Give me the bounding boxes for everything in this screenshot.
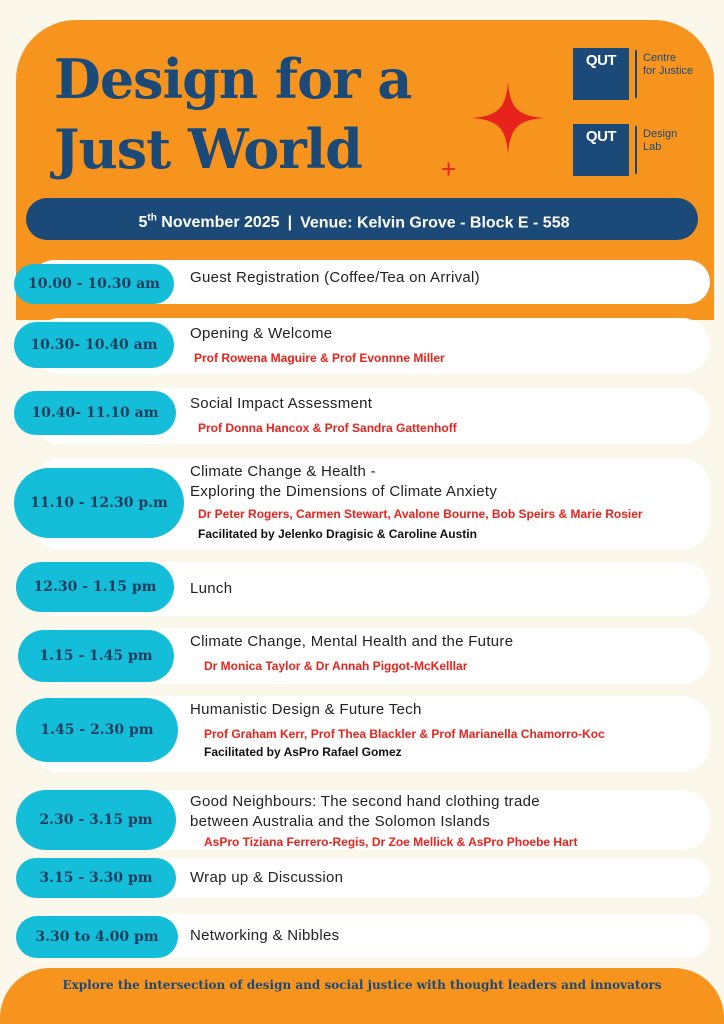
time-pill: 10.30- 10.40 am bbox=[14, 322, 174, 368]
session-content bbox=[190, 632, 702, 684]
logo-text bbox=[643, 52, 713, 78]
session-title: Wrap up & Discussion bbox=[190, 869, 344, 886]
logo-text-line1: Design bbox=[643, 128, 678, 140]
session-speakers: Prof Donna Hancox & Prof Sandra Gattenhoff bbox=[198, 421, 457, 435]
time-pill: 12.30 - 1.15 pm bbox=[16, 562, 174, 612]
sparkle-icon bbox=[472, 82, 544, 154]
qut-design-lab-logo bbox=[573, 124, 713, 176]
session-content bbox=[190, 462, 702, 550]
session-content bbox=[190, 579, 702, 616]
qut-logo-mark: QUT bbox=[573, 48, 629, 100]
plus-icon: + bbox=[441, 154, 457, 184]
event-venue: Venue: Kelvin Grove - Block E - 558 bbox=[300, 214, 570, 232]
event-title-line1: Design for a bbox=[54, 47, 412, 111]
footer-banner bbox=[0, 968, 724, 1024]
date-venue-bar bbox=[26, 198, 698, 240]
session-content bbox=[190, 868, 702, 898]
date-suffix: th bbox=[147, 213, 157, 224]
time-pill: 10.00 - 10.30 am bbox=[14, 264, 174, 304]
session-speakers: Dr Peter Rogers, Carmen Stewart, Avalone Bourne, Bob Speirs & Marie Rosier bbox=[198, 507, 643, 521]
separator: | bbox=[287, 214, 293, 232]
event-date bbox=[138, 214, 279, 231]
session-title-line2: Exploring the Dimensions of Climate Anxiety bbox=[190, 483, 498, 500]
session-content bbox=[190, 700, 702, 772]
session-speakers: Prof Rowena Maguire & Prof Evonnne Miller bbox=[194, 351, 445, 365]
session-content bbox=[190, 926, 702, 958]
time-pill: 3.30 to 4.00 pm bbox=[16, 916, 178, 958]
logo-text-line2: Lab bbox=[643, 141, 662, 153]
time-pill: 11.10 - 12.30 p.m bbox=[14, 468, 184, 538]
time-pill: 3.15 - 3.30 pm bbox=[16, 858, 176, 898]
time-pill: 10.40- 11.10 am bbox=[14, 391, 176, 435]
logo-text-line1: Centre bbox=[643, 52, 677, 64]
logo-text-line2: for Justice bbox=[643, 65, 694, 77]
schedule-row bbox=[14, 260, 710, 304]
qut-centre-for-justice-logo bbox=[573, 48, 713, 100]
event-title bbox=[54, 44, 411, 184]
session-title: Networking & Nibbles bbox=[190, 927, 340, 944]
session-title: Climate Change, Mental Health and the Future bbox=[190, 633, 514, 650]
session-title: Social Impact Assessment bbox=[190, 395, 373, 412]
footer-tagline: Explore the intersection of design and social justice with thought leaders and innovators bbox=[62, 978, 662, 992]
session-title-line1: Climate Change & Health - bbox=[190, 463, 376, 480]
session-content bbox=[190, 792, 702, 850]
time-pill: 1.15 - 1.45 pm bbox=[18, 630, 174, 682]
schedule-row bbox=[14, 458, 710, 550]
schedule-row bbox=[14, 318, 710, 374]
session-title: Guest Registration (Coffee/Tea on Arrival) bbox=[190, 269, 480, 286]
session-title-line2: between Australia and the Solomon Islands bbox=[190, 813, 490, 830]
date-month-year: November 2025 bbox=[156, 214, 280, 232]
session-content bbox=[190, 268, 702, 304]
qut-logo-mark: QUT bbox=[573, 124, 629, 176]
time-pill: 1.45 - 2.30 pm bbox=[16, 698, 178, 762]
logo-divider bbox=[635, 50, 637, 98]
event-title-line2: Just World bbox=[54, 117, 362, 181]
time-pill: 2.30 - 3.15 pm bbox=[16, 790, 176, 850]
schedule-row bbox=[14, 562, 710, 616]
session-facilitator: Facilitated by AsPro Rafael Gomez bbox=[204, 745, 402, 759]
session-title: Lunch bbox=[190, 580, 233, 597]
schedule-row bbox=[14, 914, 710, 958]
date-day: 5 bbox=[138, 214, 148, 232]
session-speakers: Dr Monica Taylor & Dr Annah Piggot-McKelllar bbox=[204, 659, 468, 673]
session-speakers: AsPro Tiziana Ferrero-Regis, Dr Zoe Mellick & AsPro Phoebe Hart bbox=[204, 835, 578, 849]
session-title: Humanistic Design & Future Tech bbox=[190, 701, 422, 718]
schedule-row bbox=[14, 790, 710, 850]
schedule-row bbox=[14, 628, 710, 684]
session-facilitator: Facilitated by Jelenko Dragisic & Caroline Austin bbox=[198, 527, 477, 541]
schedule-row bbox=[14, 858, 710, 898]
session-content bbox=[190, 324, 702, 374]
session-title-line1: Good Neighbours: The second hand clothing trade bbox=[190, 793, 540, 810]
session-title: Opening & Welcome bbox=[190, 325, 333, 342]
schedule-row bbox=[14, 388, 710, 444]
session-content bbox=[190, 394, 702, 444]
session-speakers: Prof Graham Kerr, Prof Thea Blackler & Prof Marianella Chamorro-Koc bbox=[204, 727, 605, 741]
schedule-row bbox=[14, 696, 710, 772]
logo-divider bbox=[635, 126, 637, 174]
logo-text bbox=[643, 128, 713, 154]
